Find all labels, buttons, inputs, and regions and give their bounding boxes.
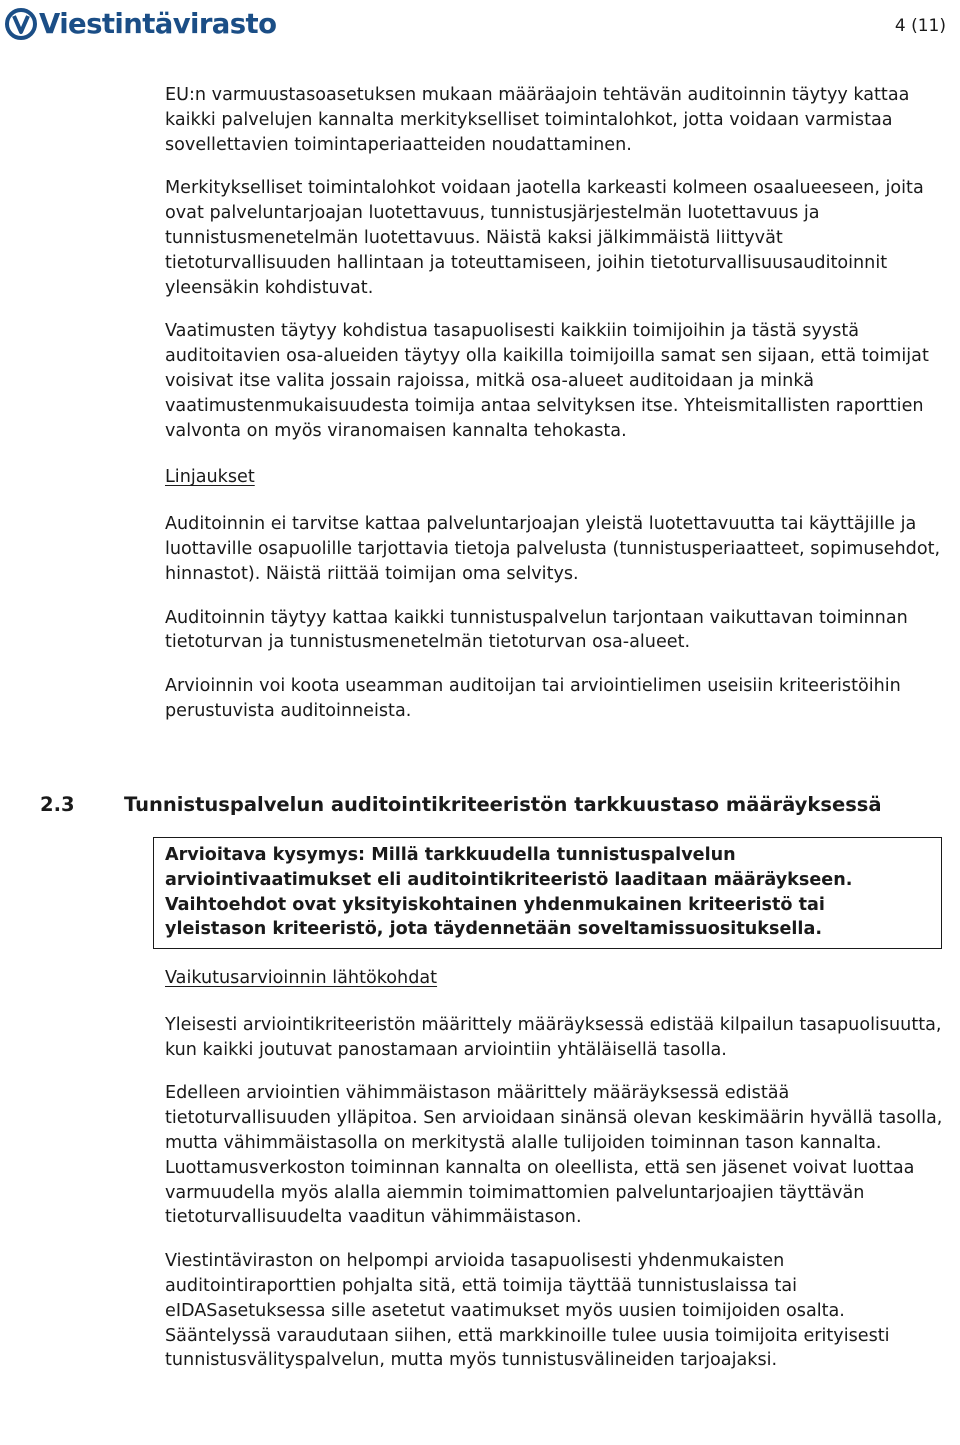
page-number: 4 (11) (894, 16, 946, 36)
section-heading (40, 793, 940, 816)
paragraph: Vaatimusten täytyy kohdistua tasapuolisesti kaikkiin toimijoihin ja tästä syystä auditoitavien osa-alueiden täytyy olla kaikilla toimijoilla samat sen sijaan, että toimijat voisivat itse valita jossain rajoissa, mitkä osa-alueet auditoidaan ja minkä vaatimustenmukaisuudesta toimija antaa selvityksen itse. Yhteismitallisten raporttien valvonta on myös viranomaisen kannalta tehokasta. (165, 321, 929, 441)
agency-logo (5, 4, 276, 44)
paragraph: Auditoinnin täytyy kattaa kaikki tunnistuspalvelun tarjontaan vaikuttavan toiminnan tietoturvan ja tunnistusmenetelmän tietoturvan osa-alueet. (165, 607, 908, 653)
paragraph: EU:n varmuustasoasetuksen mukaan määräajoin tehtävän auditoinnin täytyy kattaa kaikki palvelujen kannalta merkitykselliset toimintalohkot, jotta voidaan varmistaa sovellettavien toimintaperiaatteiden noudattaminen. (165, 85, 910, 155)
section-title: Tunnistuspalvelun auditointikriteeristön tarkkuustaso määräyksessä (124, 793, 882, 816)
logo-mark-icon (5, 8, 37, 40)
paragraph: Edelleen arviointien vähimmäistason määrittely määräyksessä edistää tietoturvallisuuden ylläpitoa. Sen arvioidaan sinänsä olevan keskimäärin hyvällä tasolla, mutta vähimmäistasolla on merkitystä alalle tulijoiden toiminnan tason kannalta. Luottamusverkoston toiminnan kannalta on oleellista, että sen jäsenet voivat luottaa varmuudella myös alalla aiemmin toimimattomien palveluntarjoajien täyttävän tietoturvallisuudelta vaaditun vähimmäistason. (165, 1083, 943, 1228)
paragraph: Viestintäviraston on helpompi arvioida tasapuolisesti yhdenmukaisten auditointiraporttien pohjalta sitä, että toimija täyttää tunnistuslaissa tai eIDASasetuksessa sille asetetut vaatimukset myös uusien toimijoiden osalta. Sääntelyssä varaudutaan siihen, että markkinoille tulee uusia toimijoita erityisesti tunnistusvälityspalvelun, mutta myös tunnistusvälineiden tarjoajaksi. (165, 1251, 890, 1371)
page-header (0, 0, 960, 56)
paragraph: Merkitykselliset toimintalohkot voidaan jaotella karkeasti kolmeen osaalueeseen, joita ovat palveluntarjoajan luotettavuus, tunnistusjärjestelmän luotettavuus ja tunnistusmenetelmän luotettavuus. Näistä kaksi jälkimmäistä liittyvät tietoturvallisuuden hallintaan ja toteuttamiseen, joihin tietoturvallisuusauditoinnit yleensäkin kohdistuvat. (165, 178, 924, 298)
section-number: 2.3 (40, 793, 75, 816)
logo-text: Viestintävirasto (39, 8, 277, 40)
paragraph: Auditoinnin ei tarvitse kattaa palveluntarjoajan yleistä luotettavuutta tai käyttäjille ja luottaville osapuolille tarjottavia tietoja palvelusta (tunnistusperiaatteet, sopimusehdot, hinnastot). Näistä riittää toimijan oma selvitys. (165, 514, 941, 584)
body-text-top (165, 83, 945, 724)
paragraph: Yleisesti arviointikriteeristön määrittely määräyksessä edistää kilpailun tasapuolisuutta, kun kaikki joutuvat panostamaan arviointiin yhtäläisellä tasolla. (165, 1014, 942, 1060)
subheading-vaikutus: Vaikutusarvioinnin lähtökohdat (165, 968, 438, 988)
question-box: Arvioitava kysymys: Millä tarkkuudella tunnistuspalvelun arviointivaatimukset eli auditointikriteeristö laaditaan määräykseen. Vaihtoehdot ovat yksityiskohtainen yhdenmukainen kriteeristö tai yleistason kriteeristö, jota täydennetään soveltamissuosituksella. (153, 837, 942, 949)
body-text-bottom (165, 966, 945, 1373)
subheading-linjaukset: Linjaukset (165, 467, 255, 488)
paragraph: Arvioinnin voi koota useamman auditoijan tai arviointielimen useisiin kriteeristöihin perustuvista auditoinneista. (165, 676, 901, 721)
